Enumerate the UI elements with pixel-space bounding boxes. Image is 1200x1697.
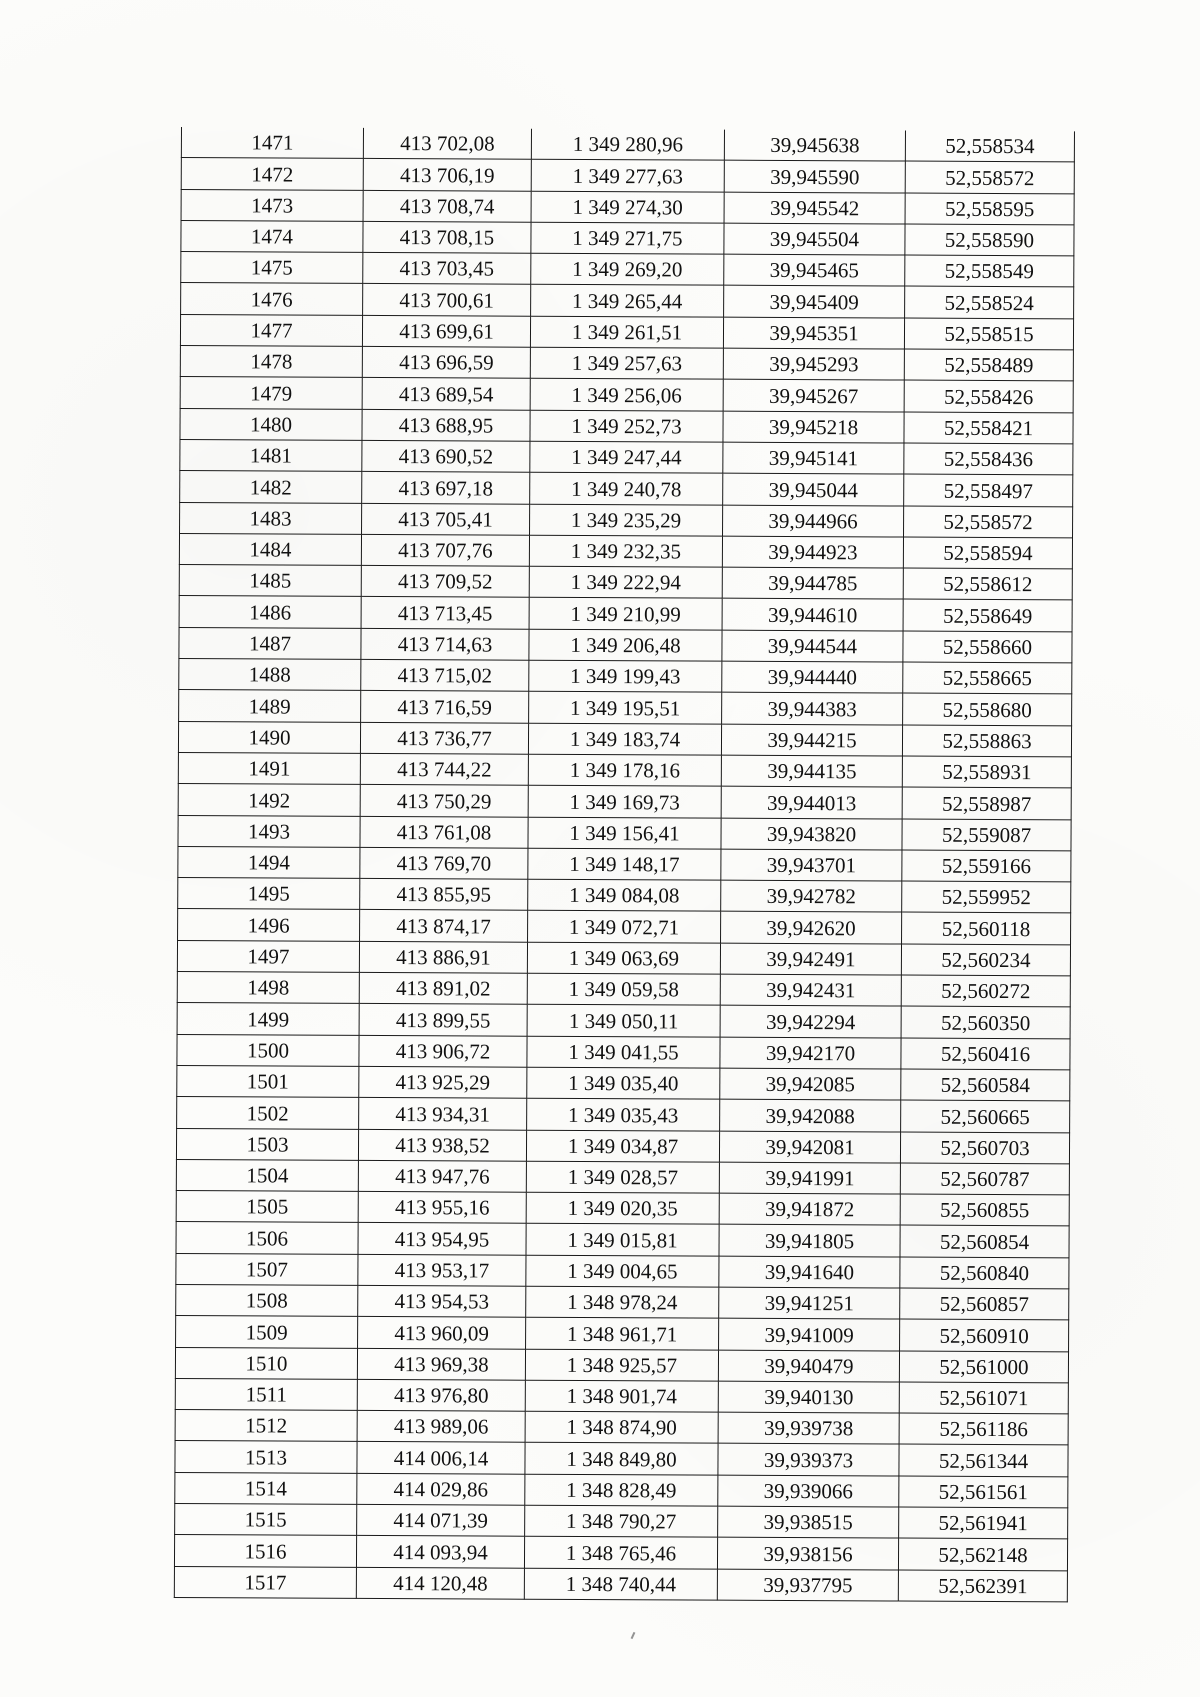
table-row [178,878,1071,914]
table-row [178,815,1071,851]
table-row [176,1128,1069,1164]
table-row [178,846,1071,882]
table-row [181,252,1074,288]
longitude-cell: 39,939373 [718,1444,899,1476]
y-coordinate-cell: 1 349 247,44 [530,441,723,473]
x-coordinate-cell: 414 029,86 [357,1473,525,1505]
longitude-cell: 39,939066 [718,1475,899,1507]
table-row [180,346,1073,382]
longitude-cell: 39,945465 [724,254,905,286]
longitude-cell: 39,944544 [722,630,903,662]
longitude-cell: 39,944013 [721,786,902,818]
x-coordinate-cell: 413 954,95 [358,1223,526,1255]
point-number-cell: 1486 [179,596,361,628]
latitude-cell: 52,561186 [899,1413,1068,1445]
longitude-cell: 39,941991 [719,1162,900,1194]
longitude-cell: 39,942431 [720,974,901,1006]
table-row [178,909,1071,945]
table-row [179,659,1072,695]
latitude-cell: 52,558863 [902,725,1071,757]
longitude-cell: 39,941805 [719,1225,900,1257]
table-row [177,1003,1070,1039]
y-coordinate-cell: 1 349 210,99 [529,598,722,630]
longitude-cell: 39,941009 [719,1318,900,1350]
y-coordinate-cell: 1 349 035,43 [527,1098,720,1130]
x-coordinate-cell: 413 891,02 [359,972,527,1004]
point-number-cell: 1508 [176,1284,358,1316]
latitude-cell: 52,558572 [904,506,1073,538]
x-coordinate-cell: 413 709,52 [361,566,529,598]
point-number-cell: 1476 [181,283,363,315]
point-number-cell: 1516 [174,1535,356,1567]
latitude-cell: 52,558595 [905,193,1074,225]
longitude-cell: 39,938515 [718,1506,899,1538]
longitude-cell: 39,945409 [724,286,905,318]
longitude-cell: 39,938156 [717,1537,898,1569]
y-coordinate-cell: 1 349 256,06 [530,379,723,411]
latitude-cell: 52,560350 [901,1006,1070,1038]
latitude-cell: 52,558572 [905,161,1074,193]
table-row [181,127,1074,162]
point-number-cell: 1515 [175,1504,357,1536]
longitude-cell: 39,941251 [719,1287,900,1319]
longitude-cell: 39,945141 [723,442,904,474]
latitude-cell: 52,560857 [900,1288,1069,1320]
table-row [175,1378,1068,1414]
longitude-cell: 39,944383 [722,692,903,724]
y-coordinate-cell: 1 349 252,73 [530,410,723,442]
point-number-cell: 1484 [179,533,361,565]
point-number-cell: 1478 [180,346,362,378]
longitude-cell: 39,945267 [723,380,904,412]
point-number-cell: 1505 [176,1191,358,1223]
y-coordinate-cell: 1 349 015,81 [526,1224,719,1256]
coordinates-table-body [174,127,1074,1602]
x-coordinate-cell: 414 093,94 [356,1536,524,1568]
table-row [180,314,1073,350]
longitude-cell: 39,940479 [718,1350,899,1382]
longitude-cell: 39,944923 [722,536,903,568]
y-coordinate-cell: 1 349 178,16 [528,754,721,786]
point-number-cell: 1498 [177,972,359,1004]
x-coordinate-cell: 413 750,29 [360,785,528,817]
latitude-cell: 52,558497 [904,474,1073,506]
table-row [176,1316,1069,1352]
point-number-cell: 1514 [175,1472,357,1504]
longitude-cell: 39,942085 [720,1068,901,1100]
y-coordinate-cell: 1 349 063,69 [527,942,720,974]
point-number-cell: 1474 [181,220,363,252]
y-coordinate-cell: 1 348 765,46 [524,1537,717,1569]
latitude-cell: 52,558426 [904,380,1073,412]
y-coordinate-cell: 1 349 084,08 [528,879,721,911]
latitude-cell: 52,558680 [903,693,1072,725]
x-coordinate-cell: 413 713,45 [361,597,529,629]
latitude-cell: 52,558524 [905,287,1074,319]
latitude-cell: 52,560665 [901,1100,1070,1132]
x-coordinate-cell: 413 700,61 [363,284,531,316]
y-coordinate-cell: 1 349 206,48 [529,629,722,661]
x-coordinate-cell: 413 960,09 [358,1317,526,1349]
longitude-cell: 39,937795 [717,1569,898,1601]
longitude-cell: 39,942782 [721,880,902,912]
latitude-cell: 52,560118 [902,912,1071,944]
y-coordinate-cell: 1 349 072,71 [528,911,721,943]
latitude-cell: 52,561071 [899,1382,1068,1414]
y-coordinate-cell: 1 348 961,71 [526,1317,719,1349]
y-coordinate-cell: 1 349 265,44 [531,285,724,317]
table-row [179,596,1072,632]
table-row [180,502,1073,538]
y-coordinate-cell: 1 349 232,35 [529,535,722,567]
point-number-cell: 1502 [177,1097,359,1129]
x-coordinate-cell: 413 705,41 [362,503,530,535]
y-coordinate-cell: 1 348 874,90 [525,1411,718,1443]
point-number-cell: 1517 [174,1566,356,1598]
x-coordinate-cell: 413 689,54 [362,378,530,410]
point-number-cell: 1482 [180,471,362,503]
point-number-cell: 1493 [178,815,360,847]
x-coordinate-cell: 413 708,15 [363,221,531,253]
latitude-cell: 52,558931 [902,756,1071,788]
y-coordinate-cell: 1 348 790,27 [525,1505,718,1537]
latitude-cell: 52,560416 [901,1038,1070,1070]
y-coordinate-cell: 1 349 199,43 [529,660,722,692]
latitude-cell: 52,560787 [900,1163,1069,1195]
x-coordinate-cell: 413 699,61 [362,315,530,347]
longitude-cell: 39,944215 [721,724,902,756]
x-coordinate-cell: 413 707,76 [361,534,529,566]
x-coordinate-cell: 413 715,02 [361,659,529,691]
y-coordinate-cell: 1 349 050,11 [527,1005,720,1037]
x-coordinate-cell: 414 071,39 [357,1504,525,1536]
longitude-cell: 39,945590 [724,160,905,192]
table-row [174,1535,1067,1571]
point-number-cell: 1489 [179,690,361,722]
latitude-cell: 52,560840 [900,1257,1069,1289]
table-row [175,1504,1068,1540]
x-coordinate-cell: 413 947,76 [358,1160,526,1192]
x-coordinate-cell: 413 955,16 [358,1191,526,1223]
longitude-cell: 39,942170 [720,1037,901,1069]
longitude-cell: 39,942294 [720,1005,901,1037]
longitude-cell: 39,944440 [722,661,903,693]
longitude-cell: 39,942620 [721,912,902,944]
x-coordinate-cell: 413 934,31 [359,1098,527,1130]
longitude-cell: 39,945542 [724,192,905,224]
latitude-cell: 52,558612 [903,568,1072,600]
latitude-cell: 52,558987 [902,787,1071,819]
y-coordinate-cell: 1 348 925,57 [525,1349,718,1381]
point-number-cell: 1510 [175,1347,357,1379]
latitude-cell: 52,558549 [905,255,1074,287]
longitude-cell: 39,941640 [719,1256,900,1288]
table-row [177,1034,1070,1070]
longitude-cell: 39,943701 [721,849,902,881]
longitude-cell: 39,941872 [719,1193,900,1225]
latitude-cell: 52,558534 [905,131,1074,163]
latitude-cell: 52,562148 [898,1538,1067,1570]
y-coordinate-cell: 1 348 978,24 [526,1286,719,1318]
point-number-cell: 1475 [181,252,363,284]
x-coordinate-cell: 413 697,18 [362,472,530,504]
table-row [175,1472,1068,1508]
longitude-cell: 39,945293 [723,348,904,380]
table-row [178,752,1071,788]
table-row [176,1191,1069,1227]
latitude-cell: 52,561344 [899,1444,1068,1476]
x-coordinate-cell: 413 899,55 [359,1004,527,1036]
x-coordinate-cell: 413 706,19 [363,159,531,191]
latitude-cell: 52,560234 [901,944,1070,976]
table-row [175,1410,1068,1446]
table-row [175,1441,1068,1477]
longitude-cell: 39,944966 [723,505,904,537]
longitude-cell: 39,944610 [722,599,903,631]
x-coordinate-cell: 413 976,80 [357,1379,525,1411]
point-number-cell: 1506 [176,1222,358,1254]
x-coordinate-cell: 413 736,77 [360,722,528,754]
point-number-cell: 1483 [180,502,362,534]
latitude-cell: 52,558660 [903,631,1072,663]
longitude-cell: 39,945218 [723,411,904,443]
y-coordinate-cell: 1 349 269,20 [531,253,724,285]
table-row [181,220,1074,256]
x-coordinate-cell: 413 716,59 [361,691,529,723]
y-coordinate-cell: 1 349 280,96 [531,129,724,161]
x-coordinate-cell: 413 688,95 [362,409,530,441]
point-number-cell: 1497 [177,940,359,972]
longitude-cell: 39,942081 [719,1131,900,1163]
table-row [174,1566,1067,1602]
y-coordinate-cell: 1 349 041,55 [527,1036,720,1068]
table-row [176,1222,1069,1258]
x-coordinate-cell: 414 120,48 [356,1567,524,1599]
latitude-cell: 52,560584 [901,1069,1070,1101]
point-number-cell: 1495 [178,878,360,910]
latitude-cell: 52,558594 [903,537,1072,569]
y-coordinate-cell: 1 349 261,51 [530,316,723,348]
y-coordinate-cell: 1 349 156,41 [528,817,721,849]
point-number-cell: 1479 [180,377,362,409]
point-number-cell: 1473 [181,189,363,221]
table-row [175,1347,1068,1383]
x-coordinate-cell: 413 696,59 [362,346,530,378]
y-coordinate-cell: 1 348 901,74 [525,1380,718,1412]
y-coordinate-cell: 1 349 028,57 [526,1161,719,1193]
y-coordinate-cell: 1 349 277,63 [531,160,724,192]
latitude-cell: 52,559087 [902,819,1071,851]
table-row [181,158,1074,194]
point-number-cell: 1499 [177,1003,359,1035]
point-number-cell: 1492 [178,784,360,816]
x-coordinate-cell: 413 969,38 [357,1348,525,1380]
latitude-cell: 52,560855 [900,1194,1069,1226]
x-coordinate-cell: 413 690,52 [362,440,530,472]
y-coordinate-cell: 1 348 740,44 [524,1568,717,1600]
table-row [177,1097,1070,1133]
longitude-cell: 39,945351 [723,317,904,349]
point-number-cell: 1503 [176,1128,358,1160]
y-coordinate-cell: 1 349 059,58 [527,973,720,1005]
longitude-cell: 39,945044 [723,473,904,505]
table-row [177,1065,1070,1101]
point-number-cell: 1494 [178,846,360,878]
y-coordinate-cell: 1 349 034,87 [526,1130,719,1162]
latitude-cell: 52,558489 [904,349,1073,381]
point-number-cell: 1500 [177,1034,359,1066]
y-coordinate-cell: 1 349 222,94 [529,566,722,598]
coordinates-table [174,127,1075,1602]
table-row [180,471,1073,507]
latitude-cell: 52,559952 [902,881,1071,913]
y-coordinate-cell: 1 349 257,63 [530,347,723,379]
table-row [176,1253,1069,1289]
latitude-cell: 52,561000 [899,1351,1068,1383]
longitude-cell: 39,945504 [724,223,905,255]
x-coordinate-cell: 413 744,22 [360,753,528,785]
point-number-cell: 1509 [176,1316,358,1348]
latitude-cell: 52,558590 [905,224,1074,256]
longitude-cell: 39,944785 [722,567,903,599]
latitude-cell: 52,560272 [901,975,1070,1007]
point-number-cell: 1507 [176,1253,358,1285]
y-coordinate-cell: 1 348 849,80 [525,1443,718,1475]
point-number-cell: 1496 [178,909,360,941]
y-coordinate-cell: 1 349 235,29 [530,504,723,536]
latitude-cell: 52,558436 [904,443,1073,475]
table-row [180,377,1073,413]
x-coordinate-cell: 413 703,45 [363,253,531,285]
x-coordinate-cell: 413 953,17 [358,1254,526,1286]
x-coordinate-cell: 413 714,63 [361,628,529,660]
y-coordinate-cell: 1 349 020,35 [526,1192,719,1224]
table-row [179,690,1072,726]
point-number-cell: 1480 [180,408,362,440]
latitude-cell: 52,561941 [899,1507,1068,1539]
scan-speck [631,1632,636,1639]
x-coordinate-cell: 413 925,29 [359,1066,527,1098]
table-row [177,972,1070,1008]
y-coordinate-cell: 1 349 148,17 [528,848,721,880]
x-coordinate-cell: 413 761,08 [360,816,528,848]
point-number-cell: 1513 [175,1441,357,1473]
y-coordinate-cell: 1 349 195,51 [529,692,722,724]
y-coordinate-cell: 1 349 035,40 [527,1067,720,1099]
latitude-cell: 52,562391 [898,1570,1067,1602]
table-row [179,627,1072,663]
x-coordinate-cell: 413 769,70 [360,847,528,879]
point-number-cell: 1471 [181,127,363,159]
point-number-cell: 1512 [175,1410,357,1442]
y-coordinate-cell: 1 349 183,74 [528,723,721,755]
table-row [177,940,1070,976]
latitude-cell: 52,560854 [900,1225,1069,1257]
table-row [180,439,1073,475]
x-coordinate-cell: 413 954,53 [358,1285,526,1317]
x-coordinate-cell: 413 855,95 [360,879,528,911]
x-coordinate-cell: 413 886,91 [359,941,527,973]
table-row [181,189,1074,225]
y-coordinate-cell: 1 349 240,78 [530,472,723,504]
latitude-cell: 52,558515 [904,318,1073,350]
x-coordinate-cell: 413 702,08 [363,128,531,160]
table-row [179,565,1072,601]
x-coordinate-cell: 413 938,52 [358,1129,526,1161]
x-coordinate-cell: 413 708,74 [363,190,531,222]
point-number-cell: 1485 [179,565,361,597]
latitude-cell: 52,560910 [900,1319,1069,1351]
x-coordinate-cell: 413 874,17 [360,910,528,942]
point-number-cell: 1490 [178,721,360,753]
y-coordinate-cell: 1 349 169,73 [528,785,721,817]
x-coordinate-cell: 413 906,72 [359,1035,527,1067]
longitude-cell: 39,942491 [720,943,901,975]
table-row [181,283,1074,319]
latitude-cell: 52,559166 [902,850,1071,882]
point-number-cell: 1488 [179,659,361,691]
point-number-cell: 1477 [180,314,362,346]
latitude-cell: 52,558665 [903,662,1072,694]
point-number-cell: 1501 [177,1065,359,1097]
point-number-cell: 1504 [176,1159,358,1191]
point-number-cell: 1472 [181,158,363,190]
point-number-cell: 1481 [180,439,362,471]
table-row [180,408,1073,444]
point-number-cell: 1487 [179,627,361,659]
latitude-cell: 52,561561 [899,1476,1068,1508]
x-coordinate-cell: 413 989,06 [357,1411,525,1443]
table-row [179,533,1072,569]
table-row [176,1159,1069,1195]
longitude-cell: 39,942088 [720,1099,901,1131]
latitude-cell: 52,558649 [903,599,1072,631]
table-row [178,784,1071,820]
longitude-cell: 39,939738 [718,1412,899,1444]
latitude-cell: 52,560703 [900,1132,1069,1164]
latitude-cell: 52,558421 [904,412,1073,444]
longitude-cell: 39,945638 [724,130,905,162]
y-coordinate-cell: 1 349 004,65 [526,1255,719,1287]
y-coordinate-cell: 1 348 828,49 [525,1474,718,1506]
longitude-cell: 39,944135 [721,755,902,787]
y-coordinate-cell: 1 349 274,30 [531,191,724,223]
longitude-cell: 39,940130 [718,1381,899,1413]
x-coordinate-cell: 414 006,14 [357,1442,525,1474]
point-number-cell: 1491 [178,752,360,784]
point-number-cell: 1511 [175,1378,357,1410]
table-row [178,721,1071,757]
table-row [176,1284,1069,1320]
y-coordinate-cell: 1 349 271,75 [531,222,724,254]
longitude-cell: 39,943820 [721,818,902,850]
